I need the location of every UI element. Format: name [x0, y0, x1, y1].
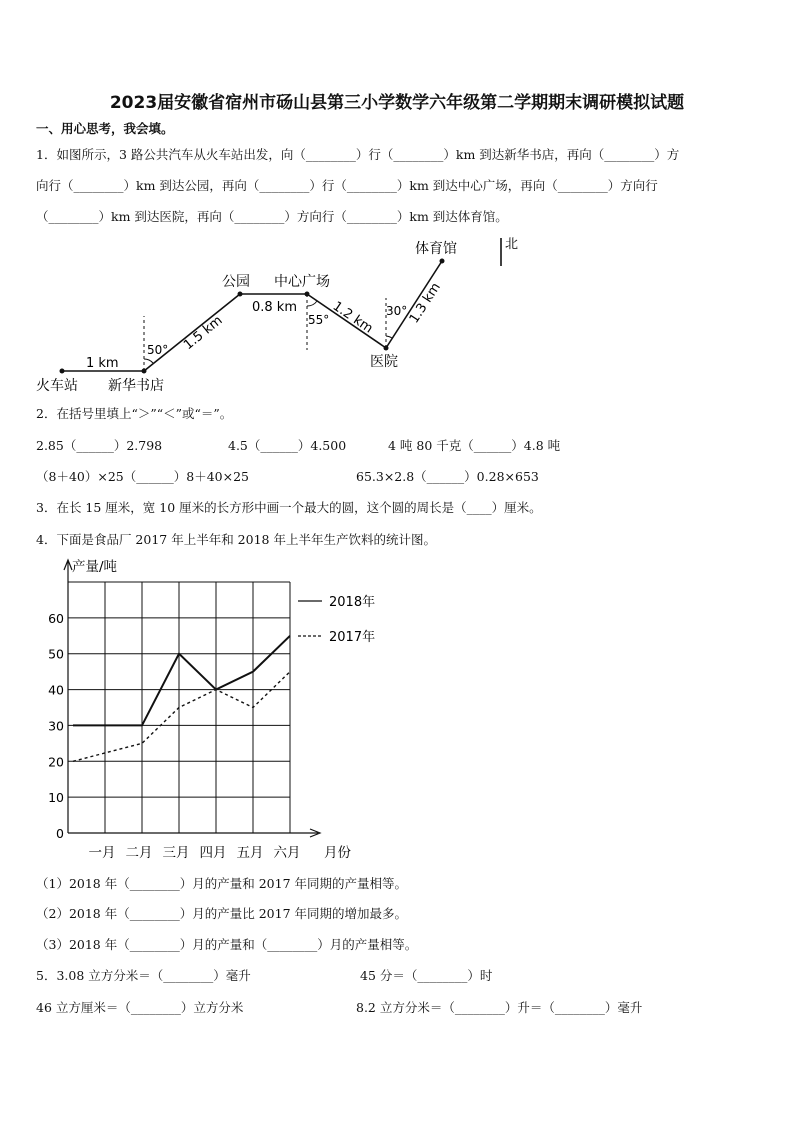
q3-text: 3．在长 15 厘米，宽 10 厘米的长方形中画一个最大的圆，这个圆的周长是（____）厘米。 [36, 500, 542, 515]
place-bookstore: 新华书店 [108, 378, 164, 394]
q1-line1: 1．如图所示，3 路公共汽车从火车站出发，向（________）行（________）km 到达新华书店，再向（________）方 [36, 147, 680, 162]
q1-line3: （________）km 到达医院，再向（________）方向行（________）km 到达体育馆。 [36, 209, 508, 224]
x-tick-label: 六月 [273, 845, 301, 861]
distance-4: 1.2 km [329, 298, 376, 337]
q5-c: 46 立方厘米＝（________）立方分米 [36, 1000, 244, 1015]
angle-3: 30° [386, 304, 408, 318]
distance-1: 1 km [86, 356, 119, 371]
place-train-station: 火车站 [36, 378, 78, 394]
y-tick-label: 50 [48, 646, 64, 662]
q5-d: 8.2 立方分米＝（________）升＝（________）毫升 [356, 1000, 643, 1015]
distance-3: 0.8 km [252, 300, 297, 315]
q2-r1c: 4 吨 80 千克（______）4.8 吨 [388, 438, 561, 453]
place-square: 中心广场 [274, 274, 330, 290]
series-line-2018年 [73, 636, 290, 726]
legend-label: 2017年 [329, 630, 376, 645]
x-tick-label: 四月 [199, 845, 227, 861]
x-tick-label: 三月 [162, 845, 190, 861]
angle-arc-1 [144, 359, 153, 363]
x-axis-label: 月份 [324, 845, 351, 861]
q2-r2b: 65.3×2.8（______）0.28×653 [356, 469, 539, 484]
q4-sub1: （1）2018 年（________）月的产量和 2017 年同期的产量相等。 [36, 876, 407, 891]
y-tick-label: 40 [48, 682, 64, 698]
place-gym: 体育馆 [415, 241, 457, 257]
legend-label: 2018年 [329, 595, 376, 610]
q2-r1a: 2.85（______）2.798 [36, 438, 163, 453]
q1-line2: 向行（________）km 到达公园，再向（________）行（________）km 到达中心广场，再向（________）方向行 [36, 178, 658, 193]
distance-5: 1.3 km [406, 280, 444, 327]
angle-arc-2 [307, 301, 317, 306]
y-tick-label: 30 [48, 718, 64, 734]
chart-legend [298, 594, 375, 645]
angle-2: 55° [308, 313, 330, 327]
q2-line1: 2．在括号里填上“＞”“＜”或“＝”。 [36, 406, 233, 421]
y-tick-label: 10 [48, 790, 64, 806]
angle-arc-3 [386, 336, 392, 338]
page-title: 2023届安徽省宿州市砀山县第三小学数学六年级第二学期期末调研模拟试题 [109, 93, 685, 113]
y-tick-label: 0 [56, 826, 64, 841]
y-tick-label: 20 [48, 754, 64, 770]
q2-r1b: 4.5（______）4.500 [228, 438, 347, 453]
series-line-2017年 [73, 672, 290, 762]
chart-ticks [48, 611, 300, 861]
q4-line1: 4．下面是食品厂 2017 年上半年和 2018 年上半年生产饮料的统计图。 [36, 532, 436, 547]
chart-axes [64, 560, 320, 837]
production-line-chart [0, 548, 794, 866]
angle-1: 50° [147, 343, 169, 357]
route-map [0, 228, 794, 403]
y-axis-label: 产量/吨 [72, 559, 118, 575]
q4-sub2: （2）2018 年（________）月的产量比 2017 年同期的增加最多。 [36, 906, 407, 921]
q5-a: 5．3.08 立方分米＝（________）毫升 [36, 968, 251, 983]
x-tick-label: 二月 [125, 845, 153, 861]
place-hospital: 医院 [370, 354, 398, 370]
q4-sub3: （3）2018 年（________）月的产量和（________）月的产量相等。 [36, 937, 418, 952]
distance-2: 1.5 km [181, 313, 226, 354]
north-label: 北 [505, 237, 519, 252]
section-heading: 一、用心思考，我会填。 [36, 121, 174, 136]
y-tick-label: 60 [48, 610, 64, 626]
q5-b: 45 分＝（________）时 [360, 968, 493, 983]
q2-r2a: （8＋40）×25（______）8＋40×25 [36, 469, 249, 484]
x-tick-label: 五月 [236, 845, 264, 861]
place-park: 公园 [222, 274, 250, 290]
x-tick-label: 一月 [88, 845, 116, 861]
